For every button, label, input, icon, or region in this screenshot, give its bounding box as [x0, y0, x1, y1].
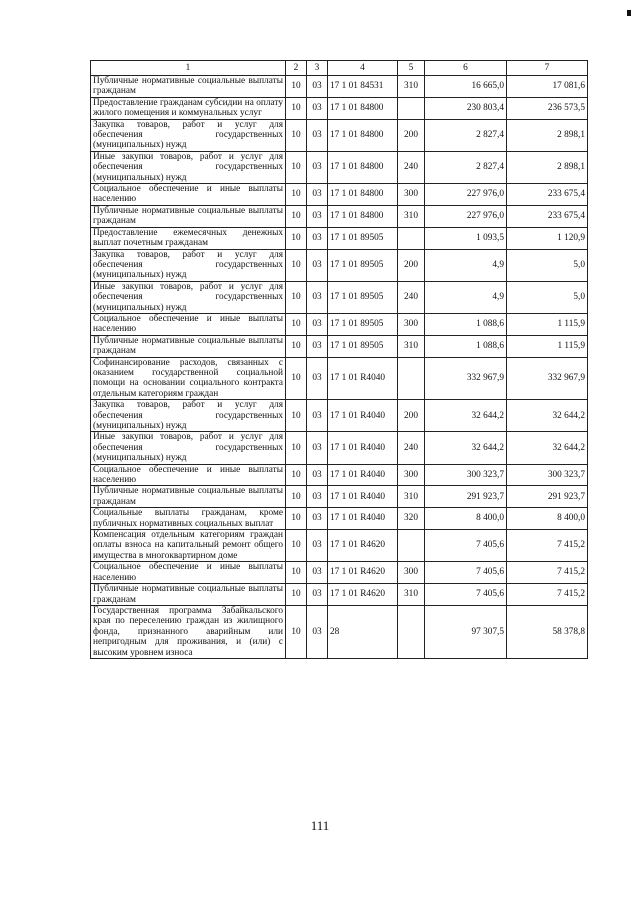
table-row — [91, 508, 588, 530]
target-article-code: 17 1 01 89505 — [328, 335, 398, 357]
section-code: 10 — [286, 119, 307, 151]
expense-type-code — [398, 530, 425, 562]
target-article-code: 17 1 01 R4040 — [328, 464, 398, 486]
section-code: 10 — [286, 313, 307, 335]
target-article-code: 17 1 01 R4040 — [328, 357, 398, 400]
subsection-code: 03 — [307, 76, 328, 98]
amount-year-1: 97 307,5 — [425, 605, 507, 658]
expense-type-code — [398, 357, 425, 400]
amount-year-1: 1 088,6 — [425, 313, 507, 335]
target-article-code: 17 1 01 84800 — [328, 184, 398, 206]
header-row — [91, 61, 588, 76]
expense-type-code: 310 — [398, 205, 425, 227]
expense-type-code: 200 — [398, 400, 425, 432]
table-row — [91, 205, 588, 227]
section-code: 10 — [286, 97, 307, 119]
target-article-code: 17 1 01 R4040 — [328, 486, 398, 508]
subsection-code: 03 — [307, 119, 328, 151]
amount-year-2: 300 323,7 — [507, 464, 588, 486]
amount-year-1: 2 827,4 — [425, 119, 507, 151]
amount-year-1: 2 827,4 — [425, 151, 507, 183]
header-col-1: 1 — [91, 61, 286, 76]
amount-year-1: 7 405,6 — [425, 584, 507, 606]
amount-year-1: 4,9 — [425, 281, 507, 313]
expense-name: Иные закупки товаров, работ и услуг для обеспечения государственных (муниципальных) нужд — [91, 281, 286, 313]
amount-year-1: 1 093,5 — [425, 227, 507, 249]
subsection-code: 03 — [307, 184, 328, 206]
section-code: 10 — [286, 432, 307, 464]
section-code: 10 — [286, 400, 307, 432]
amount-year-2: 7 415,2 — [507, 530, 588, 562]
subsection-code: 03 — [307, 464, 328, 486]
expense-type-code: 310 — [398, 335, 425, 357]
target-article-code: 17 1 01 84531 — [328, 76, 398, 98]
expense-name: Предоставление ежемесячных денежных выплат почетным гражданам — [91, 227, 286, 249]
table-row — [91, 119, 588, 151]
subsection-code: 03 — [307, 227, 328, 249]
table-row — [91, 313, 588, 335]
amount-year-1: 300 323,7 — [425, 464, 507, 486]
corner-mark — [627, 10, 631, 16]
expense-name: Предоставление гражданам субсидии на оплату жилого помещения и коммунальных услуг — [91, 97, 286, 119]
target-article-code: 17 1 01 84800 — [328, 97, 398, 119]
header-col-4: 4 — [328, 61, 398, 76]
amount-year-2: 17 081,6 — [507, 76, 588, 98]
section-code: 10 — [286, 76, 307, 98]
section-code: 10 — [286, 205, 307, 227]
amount-year-1: 332 967,9 — [425, 357, 507, 400]
expense-name: Компенсация отдельным категориям граждан оплаты взноса на капитальный ремонт общего имущества в многоквартирном доме — [91, 530, 286, 562]
table-row — [91, 400, 588, 432]
subsection-code: 03 — [307, 205, 328, 227]
amount-year-1: 16 665,0 — [425, 76, 507, 98]
expense-name: Закупка товаров, работ и услуг для обеспечения государственных (муниципальных) нужд — [91, 400, 286, 432]
section-code: 10 — [286, 562, 307, 584]
expense-type-code: 240 — [398, 432, 425, 464]
subsection-code: 03 — [307, 584, 328, 606]
table-row — [91, 76, 588, 98]
amount-year-1: 32 644,2 — [425, 400, 507, 432]
header-col-2: 2 — [286, 61, 307, 76]
expense-name: Социальное обеспечение и иные выплаты населению — [91, 562, 286, 584]
target-article-code: 17 1 01 R4620 — [328, 562, 398, 584]
section-code: 10 — [286, 335, 307, 357]
page-number: 111 — [310, 818, 330, 833]
expense-type-code: 310 — [398, 486, 425, 508]
budget-table — [90, 60, 588, 659]
amount-year-1: 4,9 — [425, 249, 507, 281]
subsection-code: 03 — [307, 249, 328, 281]
target-article-code: 28 — [328, 605, 398, 658]
amount-year-1: 7 405,6 — [425, 562, 507, 584]
amount-year-2: 233 675,4 — [507, 205, 588, 227]
amount-year-2: 1 115,9 — [507, 313, 588, 335]
amount-year-2: 1 120,9 — [507, 227, 588, 249]
expense-name: Публичные нормативные социальные выплаты гражданам — [91, 486, 286, 508]
amount-year-1: 32 644,2 — [425, 432, 507, 464]
subsection-code: 03 — [307, 335, 328, 357]
amount-year-1: 291 923,7 — [425, 486, 507, 508]
table-row — [91, 530, 588, 562]
expense-name: Закупка товаров, работ и услуг для обеспечения государственных (муниципальных) нужд — [91, 249, 286, 281]
target-article-code: 17 1 01 R4040 — [328, 508, 398, 530]
amount-year-2: 291 923,7 — [507, 486, 588, 508]
section-code: 10 — [286, 357, 307, 400]
subsection-code: 03 — [307, 400, 328, 432]
section-code: 10 — [286, 249, 307, 281]
amount-year-2: 332 967,9 — [507, 357, 588, 400]
amount-year-1: 7 405,6 — [425, 530, 507, 562]
expense-name: Закупка товаров, работ и услуг для обеспечения государственных (муниципальных) нужд — [91, 119, 286, 151]
subsection-code: 03 — [307, 357, 328, 400]
amount-year-2: 7 415,2 — [507, 584, 588, 606]
expense-type-code: 300 — [398, 464, 425, 486]
expense-type-code: 200 — [398, 119, 425, 151]
subsection-code: 03 — [307, 605, 328, 658]
table-row — [91, 249, 588, 281]
section-code: 10 — [286, 227, 307, 249]
table-row — [91, 464, 588, 486]
subsection-code: 03 — [307, 313, 328, 335]
amount-year-2: 2 898,1 — [507, 119, 588, 151]
amount-year-1: 1 088,6 — [425, 335, 507, 357]
expense-name: Публичные нормативные социальные выплаты гражданам — [91, 76, 286, 98]
section-code: 10 — [286, 605, 307, 658]
expense-type-code: 240 — [398, 151, 425, 183]
expense-name: Софинансирование расходов, связанных с оказанием государственной социальной помощи на основании социального контракта отдельным категориям граждан — [91, 357, 286, 400]
target-article-code: 17 1 01 R4040 — [328, 432, 398, 464]
table-row — [91, 584, 588, 606]
subsection-code: 03 — [307, 432, 328, 464]
header-col-5: 5 — [398, 61, 425, 76]
expense-name: Социальное обеспечение и иные выплаты населению — [91, 464, 286, 486]
expense-name: Публичные нормативные социальные выплаты гражданам — [91, 205, 286, 227]
amount-year-2: 236 573,5 — [507, 97, 588, 119]
target-article-code: 17 1 01 89505 — [328, 249, 398, 281]
target-article-code: 17 1 01 84800 — [328, 151, 398, 183]
header-col-7: 7 — [507, 61, 588, 76]
table-row — [91, 184, 588, 206]
amount-year-1: 227 976,0 — [425, 205, 507, 227]
expense-name: Государственная программа Забайкальского края по переселению граждан из жилищного фонда, признанного аварийным или непригодным для проживания, и (или) с высоким уровнем износа — [91, 605, 286, 658]
target-article-code: 17 1 01 89505 — [328, 227, 398, 249]
expense-type-code — [398, 97, 425, 119]
table-row — [91, 227, 588, 249]
target-article-code: 17 1 01 R4620 — [328, 584, 398, 606]
target-article-code: 17 1 01 R4620 — [328, 530, 398, 562]
subsection-code: 03 — [307, 281, 328, 313]
target-article-code: 17 1 01 89505 — [328, 313, 398, 335]
expense-type-code: 300 — [398, 313, 425, 335]
amount-year-1: 230 803,4 — [425, 97, 507, 119]
expense-type-code: 320 — [398, 508, 425, 530]
subsection-code: 03 — [307, 508, 328, 530]
section-code: 10 — [286, 486, 307, 508]
section-code: 10 — [286, 584, 307, 606]
subsection-code: 03 — [307, 151, 328, 183]
amount-year-2: 8 400,0 — [507, 508, 588, 530]
expense-type-code — [398, 605, 425, 658]
table-row — [91, 97, 588, 119]
section-code: 10 — [286, 281, 307, 313]
section-code: 10 — [286, 151, 307, 183]
table-row — [91, 605, 588, 658]
amount-year-2: 5,0 — [507, 281, 588, 313]
table-row — [91, 486, 588, 508]
amount-year-2: 58 378,8 — [507, 605, 588, 658]
target-article-code: 17 1 01 84800 — [328, 205, 398, 227]
expense-name: Социальное обеспечение и иные выплаты населению — [91, 313, 286, 335]
section-code: 10 — [286, 184, 307, 206]
table-row — [91, 432, 588, 464]
amount-year-2: 2 898,1 — [507, 151, 588, 183]
table-row — [91, 151, 588, 183]
subsection-code: 03 — [307, 530, 328, 562]
amount-year-1: 8 400,0 — [425, 508, 507, 530]
section-code: 10 — [286, 464, 307, 486]
expense-name: Иные закупки товаров, работ и услуг для обеспечения государственных (муниципальных) нужд — [91, 432, 286, 464]
expense-type-code: 300 — [398, 562, 425, 584]
section-code: 10 — [286, 530, 307, 562]
target-article-code: 17 1 01 89505 — [328, 281, 398, 313]
expense-type-code: 200 — [398, 249, 425, 281]
expense-type-code: 300 — [398, 184, 425, 206]
table-row — [91, 281, 588, 313]
table-row — [91, 357, 588, 400]
expense-name: Публичные нормативные социальные выплаты гражданам — [91, 584, 286, 606]
table-row — [91, 335, 588, 357]
amount-year-2: 233 675,4 — [507, 184, 588, 206]
expense-name: Социальные выплаты гражданам, кроме публичных нормативных социальных выплат — [91, 508, 286, 530]
expense-name: Социальное обеспечение и иные выплаты населению — [91, 184, 286, 206]
expense-type-code: 310 — [398, 584, 425, 606]
expense-name: Иные закупки товаров, работ и услуг для обеспечения государственных (муниципальных) нужд — [91, 151, 286, 183]
expense-type-code — [398, 227, 425, 249]
expense-name: Публичные нормативные социальные выплаты гражданам — [91, 335, 286, 357]
expense-type-code: 240 — [398, 281, 425, 313]
expense-type-code: 310 — [398, 76, 425, 98]
amount-year-2: 7 415,2 — [507, 562, 588, 584]
subsection-code: 03 — [307, 486, 328, 508]
subsection-code: 03 — [307, 562, 328, 584]
amount-year-2: 32 644,2 — [507, 400, 588, 432]
header-col-3: 3 — [307, 61, 328, 76]
amount-year-2: 32 644,2 — [507, 432, 588, 464]
section-code: 10 — [286, 508, 307, 530]
target-article-code: 17 1 01 R4040 — [328, 400, 398, 432]
header-col-6: 6 — [425, 61, 507, 76]
amount-year-2: 1 115,9 — [507, 335, 588, 357]
target-article-code: 17 1 01 84800 — [328, 119, 398, 151]
amount-year-1: 227 976,0 — [425, 184, 507, 206]
subsection-code: 03 — [307, 97, 328, 119]
amount-year-2: 5,0 — [507, 249, 588, 281]
table-row — [91, 562, 588, 584]
